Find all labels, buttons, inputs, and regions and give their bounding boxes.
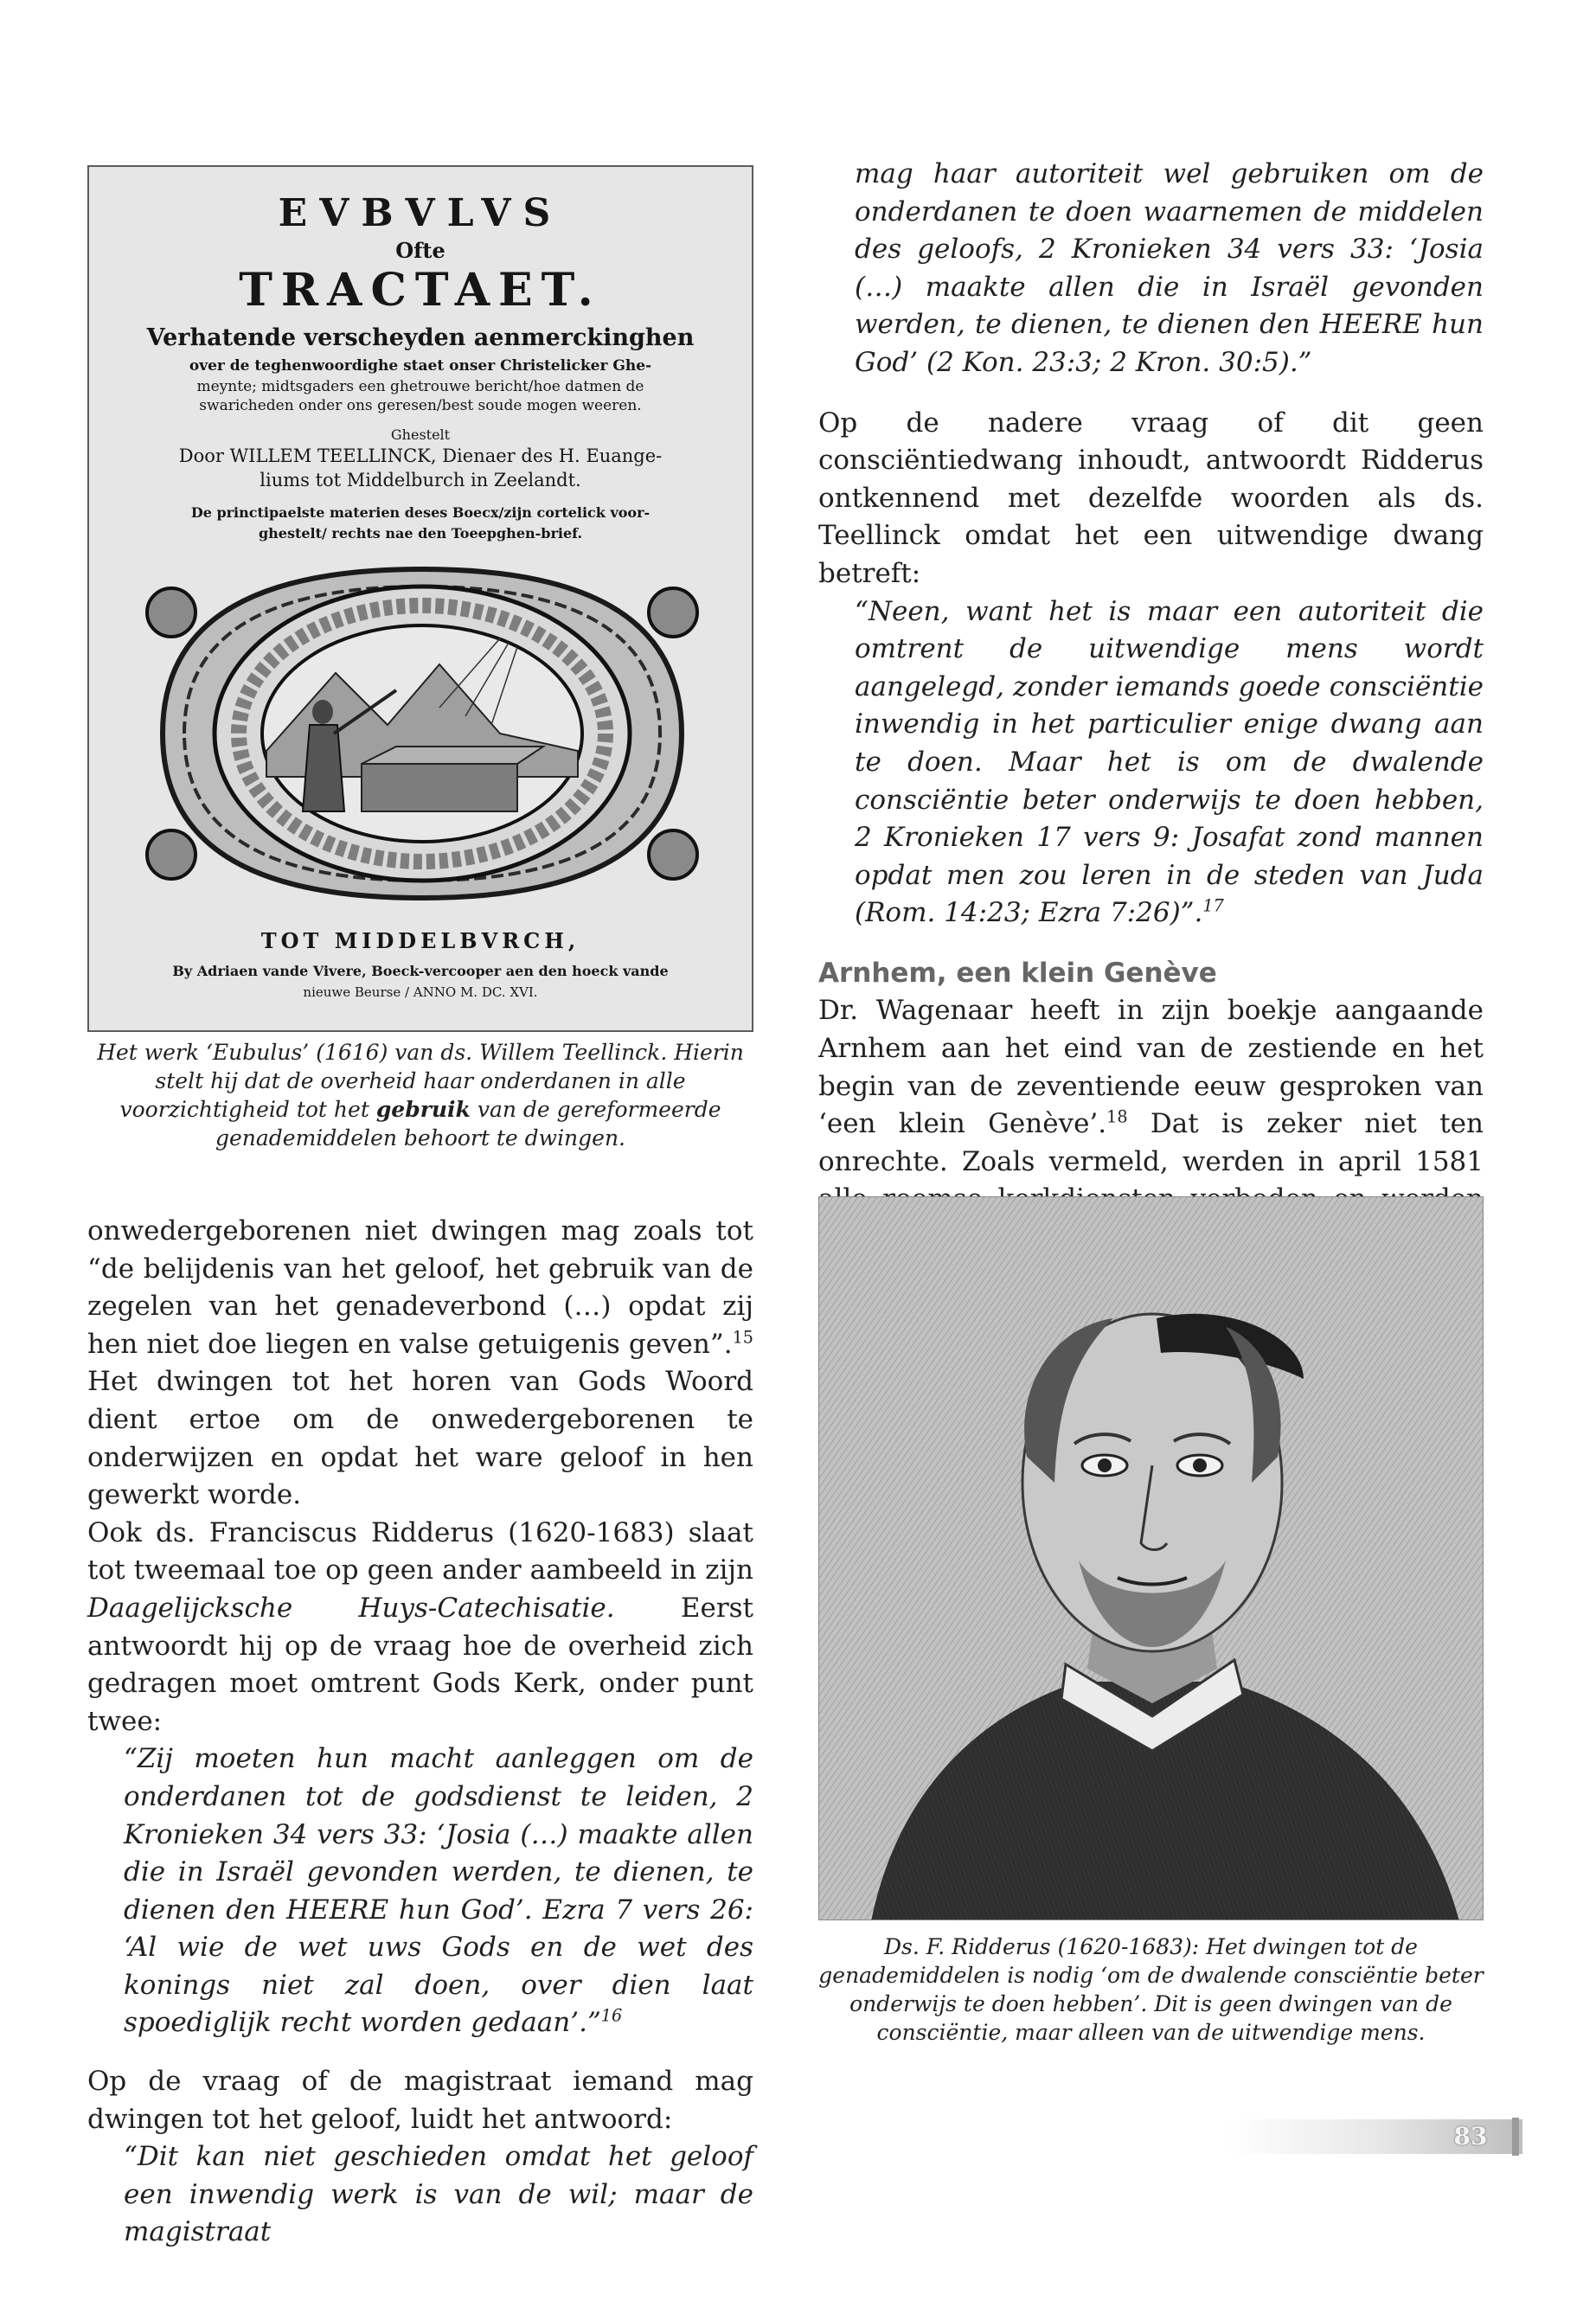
footnote-ref: 16 <box>600 2006 623 2027</box>
section-heading: Arnhem, een klein Genève <box>818 957 1217 989</box>
paragraph: Ook ds. Franciscus Ridderus (1620-1683) slaat tot tweemaal toe op geen ander aambeeld in zijn Daagelijcksche Huys-Catechisatie. Eerst antwoordt hij op de vraag hoe de overheid zich gedragen moet omtrent Gods Kerk, onder punt twee: <box>87 1516 753 1737</box>
block-quote: “Dit kan niet geschieden omdat het geloof een inwendig werk is van de wil; maar de magistraat <box>124 2141 753 2248</box>
emblem-illustration <box>137 561 708 907</box>
paragraph: Op de vraag of de magistraat iemand mag dwingen tot het geloof, luidt het antwoord: <box>87 2066 753 2135</box>
paragraph: Dr. Wagenaar heeft in zijn boekje aangaande Arnhem aan het eind van de zestiende en het begin van de zeventiende eeuw gesproken van ‘een klein Genève’.$^{18}$ Dat is zeker niet ten onrechte. Zoals vermeld, werden in april 1581 <box>818 995 1484 1177</box>
footnote-ref: 15 <box>732 1327 753 1348</box>
portrait-engraving <box>819 1197 1484 1920</box>
title-page-caption: Het werk ‘Eubulus’ (1616) van ds. Willem Teellinck. Hierin stelt hij dat de overheid haar onderdanen in alle voorzichtigheid tot het gebruik van de gereformeerde genademiddelen behoort te dwingen. <box>97 1040 744 1150</box>
title-page-line: TRACTAET. <box>239 264 602 317</box>
title-page-line: nieuwe Beurse / ANNO M. DC. XVI. <box>303 984 538 1000</box>
title-page-line: Verhatende verscheyden aenmerckinghen <box>146 324 695 351</box>
title-page-line: ghestelt/ rechts nae den Toeepghen-brief. <box>258 525 583 542</box>
page-number: 83 <box>1453 2122 1488 2150</box>
portrait-image <box>818 1196 1484 1920</box>
page-number-rule <box>1512 2118 1519 2156</box>
title-page-image <box>87 165 753 1032</box>
title-page-line: swaricheden onder ons geresen/best soude mogen weeren. <box>199 397 642 414</box>
footnote-ref: 17 <box>1202 895 1224 916</box>
emblem-ring-text <box>89 686 752 687</box>
block-quote: “Zij moeten hun macht aanleggen om de onderdanen tot de godsdienst te leiden, 2 Kronieken 34 vers 33: ‘Josia (…) maakte allen die in Israël gevonden werden, te dienen, te dienen den HEERE hun God’. Ezra 7 vers 26: ‘Al wie de wet uws Gods en de wet des konings niet zal doen, over dien laat spoediglijk recht worden gedaan’.”$^{16}$ <box>124 1743 753 2039</box>
title-page-line: Ghestelt <box>390 426 451 443</box>
portrait-caption: Ds. F. Ridderus (1620-1683): Het dwingen tot de genademiddelen is nodig ‘om de dwalende consciëntie beter onderwijs te doen hebben’. Dit is geen dwingen van de consciëntie, maar alleen van de uitwendige mens. <box>818 1934 1484 2045</box>
title-page-line: meynte; midtsgaders een ghetrouwe bericht/hoe datmen de <box>196 378 644 395</box>
title-page-line: Ofte <box>395 238 445 263</box>
block-quote: mag haar autoriteit wel gebruiken om de onderdanen te doen waarnemen de middelen des geloofs, 2 Kronieken 34 vers 33: ‘Josia (…) maakte allen die in Israël gevonden werden, te dienen, te dienen den HEERE hun God’ (2 Kon. 23:3; 2 Kron. 30:5).” <box>855 158 1484 378</box>
right-column-body <box>818 156 1484 1257</box>
title-page-line: Door WILLEM TEELLINCK, Dienaer des H. Euange- <box>178 445 663 466</box>
title-page-line: EVBVLVS <box>278 191 563 235</box>
title-page-line: By Adriaen vande Vivere, Boeck-vercooper aen den hoeck vande <box>172 963 669 979</box>
title-page-line: De princtipaelste materien deses Boecx/zijn cortelick voor- <box>190 504 651 521</box>
block-quote: “Neen, want het is maar een autoriteit die omtrent de uitwendige mens wordt aangelegd, zonder iemands goede consciëntie inwendig in het particulier enige dwang aan te doen. Maar het is om de dwalende consciëntie beter onderwijs te doen hebben, 2 Kronieken 17 vers 9: Josafat zond mannen opdat men zou leren in de steden van Juda (Rom. 14:23; Ezra 7:26)”.$^{17}$ <box>855 595 1484 929</box>
title-page-line: TOT MIDDELBVRCH, <box>260 928 580 953</box>
footnote-ref: 18 <box>1106 1106 1128 1127</box>
left-column-body <box>87 1213 753 2252</box>
title-page-line: liums tot Middelburch in Zeelandt. <box>260 470 581 490</box>
paragraph: onwedergeborenen niet dwingen mag zoals tot “de belijdenis van het geloof, het gebruik van de zegelen van het genadeverbond (…) opdat zij hen niet doe liegen en valse getuigenis geven”.$^{15}$ Het dwingen tot het horen van Gods Woord dient ertoe om de onwedergeborenen te onderwijzen en opdat het ware geloof in hen gewerkt worde. <box>87 1215 753 1511</box>
paragraph: Op de nadere vraag of dit geen consciëntiedwang inhoudt, antwoordt Ridderus ontkennend met dezelfde woorden als ds. Teellinck omdat het een uitwendige dwang betreft: <box>818 407 1484 589</box>
title-page-line: over de teghenwoordighe staet onser Christelicker Ghe- <box>189 357 652 375</box>
